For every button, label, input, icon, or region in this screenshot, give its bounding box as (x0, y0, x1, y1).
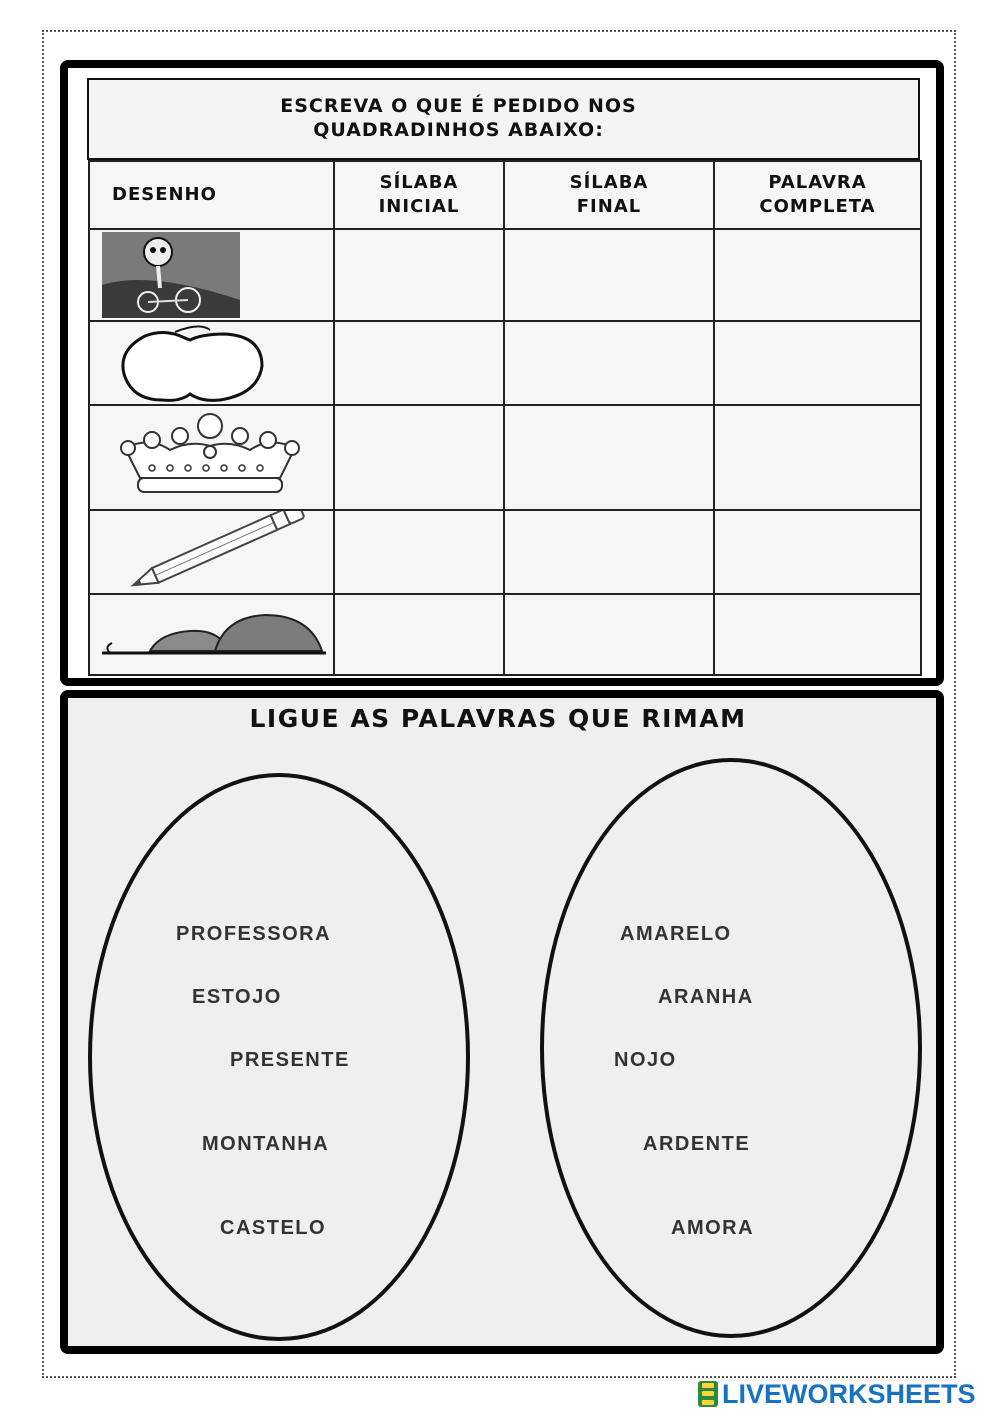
answer-cell-palavra-completa[interactable] (714, 229, 921, 321)
liveworksheets-brand: LIVEWORKSHEETS (722, 1378, 976, 1409)
liveworksheets-badge-icon (698, 1381, 718, 1407)
pencil-picture (90, 511, 335, 593)
table-row (89, 510, 921, 594)
answer-cell-silaba-final[interactable] (504, 510, 714, 594)
right-word-amarelo[interactable]: AMARELO (620, 923, 732, 945)
boy-on-tricycle-picture (90, 230, 335, 320)
right-word-aranha[interactable]: ARANHA (658, 986, 754, 1008)
left-word-castelo[interactable]: CASTELO (220, 1217, 327, 1239)
syllable-table (88, 160, 922, 676)
right-word-ardente[interactable]: ARDENTE (643, 1133, 751, 1155)
table-row (89, 405, 921, 510)
picture-cell (89, 510, 334, 594)
rocks-picture (90, 595, 335, 674)
answer-cell-palavra-completa[interactable] (714, 594, 921, 675)
left-word-professora[interactable]: PROFESSORA (176, 923, 332, 945)
picture-cell (89, 594, 334, 675)
liveworksheets-logo[interactable] (698, 1378, 976, 1410)
answer-cell-silaba-inicial[interactable] (334, 405, 504, 510)
answer-cell-silaba-final[interactable] (504, 321, 714, 405)
column-header-desenho: DESENHO (89, 161, 334, 229)
apple-picture (90, 322, 335, 404)
left-word-presente[interactable]: PRESENTE (230, 1049, 350, 1071)
right-word-oval (540, 758, 922, 1338)
table-header-row (89, 161, 921, 229)
answer-cell-silaba-inicial[interactable] (334, 510, 504, 594)
table-row (89, 321, 921, 405)
instruction-text: ESCREVA O QUE É PEDIDO NOS QUADRADINHOS ABAIXO: (280, 95, 637, 141)
picture-cell (89, 321, 334, 405)
right-word-nojo[interactable]: NOJO (614, 1049, 677, 1071)
answer-cell-silaba-inicial[interactable] (334, 321, 504, 405)
instruction-box (87, 78, 920, 160)
picture-cell (89, 229, 334, 321)
answer-cell-silaba-inicial[interactable] (334, 594, 504, 675)
column-header-palavra-completa: PALAVRA COMPLETA (714, 161, 921, 229)
left-word-estojo[interactable]: ESTOJO (192, 986, 282, 1008)
left-word-montanha[interactable]: MONTANHA (202, 1133, 330, 1155)
answer-cell-silaba-final[interactable] (504, 229, 714, 321)
column-header-silaba-inicial: SÍLABA INICIAL (334, 161, 504, 229)
table-row (89, 229, 921, 321)
answer-cell-silaba-final[interactable] (504, 594, 714, 675)
crown-picture (90, 406, 335, 509)
column-header-silaba-final: SÍLABA FINAL (504, 161, 714, 229)
right-word-amora[interactable]: AMORA (671, 1217, 755, 1239)
answer-cell-silaba-inicial[interactable] (334, 229, 504, 321)
answer-cell-palavra-completa[interactable] (714, 510, 921, 594)
table-row (89, 594, 921, 675)
rhymes-title: LIGUE AS PALAVRAS QUE RIMAM (249, 704, 747, 733)
picture-cell (89, 405, 334, 510)
answer-cell-silaba-final[interactable] (504, 405, 714, 510)
answer-cell-palavra-completa[interactable] (714, 321, 921, 405)
answer-cell-palavra-completa[interactable] (714, 405, 921, 510)
